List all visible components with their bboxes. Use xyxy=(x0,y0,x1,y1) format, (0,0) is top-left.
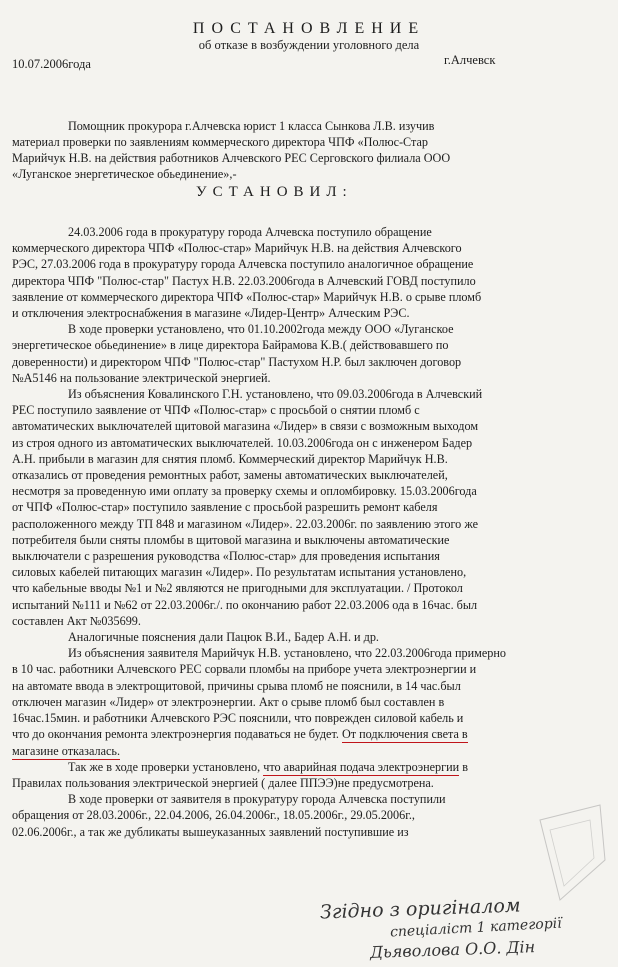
intro-line: «Луганское энергетическое обьединение»,- xyxy=(12,167,237,181)
intro-line: Помощник прокурора г.Алчевска юрист 1 класса Сынкова Л.В. изучив xyxy=(68,119,435,133)
document-title: ПОСТАНОВЛЕНИЕ xyxy=(192,20,426,37)
body-line: А.Н. прибыли в магазин для снятия пломб. Коммерческий директор Марийчук Н.В. xyxy=(12,451,448,466)
body-line xyxy=(12,726,610,742)
body-line: коммерческого директора ЧПФ «Полюс-стар» Марийчук Н.В. на действия Алчевского xyxy=(12,241,462,256)
body-line: 02.06.2006г., а так же дубликаты вышеуказанных заявлений поступившие из xyxy=(12,824,409,839)
body-line: в 10 час. работники Алчевского РЕС сорвали пломбы на приборе учета электроэнергии и xyxy=(12,662,477,677)
body-line: Аналогичные пояснения дали Пацюк В.И., Бадер А.Н. и др. xyxy=(68,630,379,645)
body-line: и отключения электроснабжения в магазине «Лидер-Центр» Алческим РЭС. xyxy=(12,306,410,321)
body-line-text: в xyxy=(462,759,468,774)
body-line: отказались от проведения ремонтных работ, замены автоматических выключателей, xyxy=(12,468,448,483)
body-line: расположенного между ТП 848 и магазином «Лидер». 22.03.2006г. по заявлению этого же xyxy=(12,516,478,531)
body-line xyxy=(12,743,610,759)
body-line: от ЧПФ «Полюс-стар» поступило заявление с просьбой разрешить ремонт кабеля xyxy=(12,500,438,515)
body-line xyxy=(12,759,610,775)
body-line: заявление от коммерческого директора ЧПФ «Полюс-стар» Марийчук Н.В. о срыве пломб xyxy=(12,289,482,304)
body-line: несмотря за проведенную ими оплату за проверку схемы и опломбировку. 15.03.2006года xyxy=(12,484,477,499)
body-line-text: Так же в ходе проверки установлено, xyxy=(68,759,261,774)
body-line: РЭС, 27.03.2006 года в прокуратуру города Алчевска поступило аналогичное обращение xyxy=(12,257,474,272)
body-line: отключен магазин «Лидер» от электроэнергии. Акт о срыве пломб был составлен в xyxy=(12,694,445,709)
body-line: энергетическое обьединение» в лице директора Байрамова К.В.( действовавшего по xyxy=(12,338,449,353)
body-line: Из объяснения Ковалинского Г.Н. установлено, что 09.03.2006года в Алчевский xyxy=(68,387,483,402)
body-line: выключатели с разрешения руководства «Полюс-стар» для проведения испытания xyxy=(12,549,440,564)
underlined-emergency-text: что аварийная подача электроэнергии xyxy=(263,759,460,774)
body-line: №А5146 на пользование электрической энергией. xyxy=(12,370,271,385)
body-line: составлен Акт №035699. xyxy=(12,613,141,628)
faint-stamp-mark xyxy=(530,800,610,910)
handwritten-certification: Згідно з оригіналом xyxy=(319,894,521,924)
body-line: потребителя были сняты пломбы в щитовой магазина и выключены автоматические xyxy=(12,532,450,547)
body-text xyxy=(12,224,610,840)
handwritten-signature: Дьяволова О.О. Дін xyxy=(369,937,536,962)
body-line: испытаний №111 и №62 от 22.03.2006г./. по окончанию работ 22.03.2006 ода в 16час. был xyxy=(12,597,478,612)
body-line: на автомате ввода в электрощитовой, причины срыва пломб не пояснили, в 14 час.был xyxy=(12,678,461,693)
body-line: доверенности) и директором ЧПФ "Полюс-стар" Пастухом Н.Р. был заключен договор xyxy=(12,354,462,369)
document-city: г.Алчевск xyxy=(444,53,496,67)
document-subtitle: об отказе в возбуждении уголовного дела xyxy=(198,38,420,52)
body-line: Из объяснения заявителя Марийчук Н.В. установлено, что 22.03.2006года примерно xyxy=(68,646,506,661)
body-line: 24.03.2006 года в прокуратуру города Алчевска поступило обращение xyxy=(68,225,432,239)
underlined-refusal-text: магазине отказалась. xyxy=(12,743,121,758)
document-date: 10.07.2006года xyxy=(12,57,91,71)
underlined-refusal-text: От подключения света в xyxy=(341,727,468,742)
body-line: РЕС поступило заявление от ЧПФ «Полюс-стар» с просьбой о снятии пломб с xyxy=(12,403,420,418)
body-line: из строя одного из автоматических выключателей. 10.03.2006года он с инженером Бадер xyxy=(12,435,473,450)
intro-line: материал проверки по заявлениям коммерческого директора ЧПФ «Полюс-Стар xyxy=(12,135,428,149)
body-line: Правилах пользования электрической энергией ( далее ППЭЭ)не предусмотрена. xyxy=(12,775,434,790)
body-line: что кабельные вводы №1 и №2 являются не пригодными для эксплуатации. / Протокол xyxy=(12,581,463,596)
body-line: директора ЧПФ "Полюс-стар" Пастух Н.В. 22.03.2006года в Алчевский ГОВД поступило xyxy=(12,273,476,288)
intro-paragraph xyxy=(12,118,610,182)
body-line: силовых кабелей питающих магазин «Лидер». По результатам испытания установлено, xyxy=(12,565,467,580)
intro-line: Марийчук Н.В. на действия работников Алчевского РЕС Серговского филиала ООО xyxy=(12,151,451,165)
body-line: автоматических выключателей щитовой магазина «Лидер» в связи с возможным выходом xyxy=(12,419,479,434)
body-line-text: что до окончания ремонта электроэнергия подаваться не будет. xyxy=(12,727,339,742)
section-heading: УСТАНОВИЛ: xyxy=(196,184,353,200)
handwritten-position: спеціаліст 1 категорії xyxy=(389,915,563,941)
body-line: 16час.15мин. и работники Алчевского РЭС пояснили, что поврежден силовой кабель и xyxy=(12,711,464,726)
body-line: В ходе проверки установлено, что 01.10.2002года между ООО «Луганское xyxy=(68,322,454,337)
body-line: обращения от 28.03.2006г., 22.04.2006, 26.04.2006г., 18.05.2006г., 29.05.2006г., xyxy=(12,808,415,823)
body-line: В ходе проверки от заявителя в прокуратуру города Алчевска поступили xyxy=(68,792,446,807)
